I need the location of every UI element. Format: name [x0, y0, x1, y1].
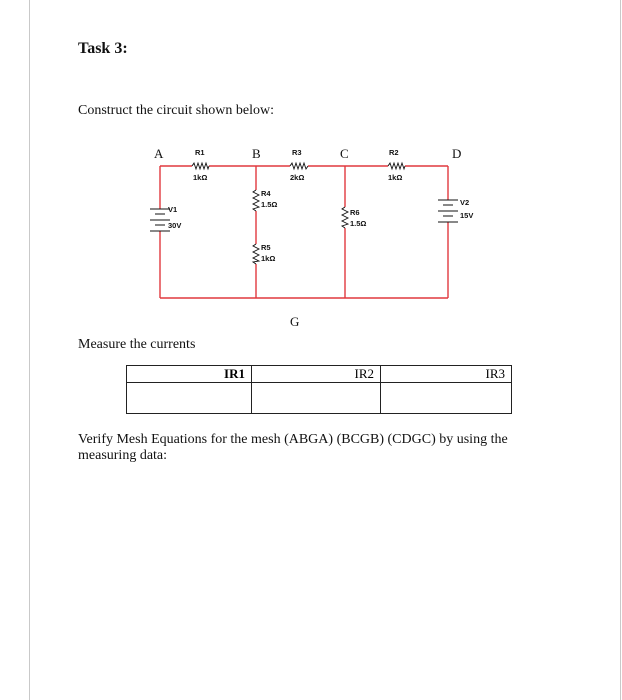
- node-b-label: B: [252, 146, 261, 161]
- table-header-row: [127, 366, 512, 383]
- r6-name: R6: [350, 208, 360, 217]
- r2-resistor: [388, 163, 405, 169]
- r1-name: R1: [195, 148, 205, 157]
- header-ir2: IR2: [252, 366, 381, 383]
- r2-name: R2: [389, 148, 399, 157]
- node-g-label: G: [290, 314, 300, 329]
- r3-resistor: [290, 163, 308, 169]
- r4-name: R4: [261, 189, 271, 198]
- cell-ir1[interactable]: [127, 383, 252, 414]
- cell-ir3[interactable]: [381, 383, 512, 414]
- r5-resistor: [253, 244, 259, 264]
- r1-value: 1kΩ: [193, 173, 208, 182]
- header-ir1: IR1: [127, 366, 252, 383]
- r6-resistor: [342, 207, 348, 228]
- r5-value: 1kΩ: [261, 254, 276, 263]
- measure-label: Measure the currents: [78, 337, 196, 352]
- instruction-text: Construct the circuit shown below:: [78, 103, 274, 118]
- r4-resistor: [253, 190, 259, 211]
- task-title: Task 3:: [78, 40, 128, 57]
- node-c-label: C: [340, 146, 349, 161]
- r5-name: R5: [261, 243, 271, 252]
- r6-value: 1.5Ω: [350, 219, 367, 228]
- r2-value: 1kΩ: [388, 173, 403, 182]
- r3-value: 2kΩ: [290, 173, 305, 182]
- v1-name: V1: [168, 205, 178, 214]
- v2-battery: [438, 200, 458, 222]
- v2-name: V2: [460, 198, 470, 207]
- v1-value: 30V: [168, 221, 182, 230]
- header-ir3: IR3: [381, 366, 512, 383]
- node-d-label: D: [452, 146, 462, 161]
- verify-text: Verify Mesh Equations for the mesh (ABGA) (BCGB) (CDGC) by using the measuring data:: [78, 432, 508, 463]
- node-a-label: A: [154, 146, 164, 161]
- r4-value: 1.5Ω: [261, 200, 278, 209]
- cell-ir2[interactable]: [252, 383, 381, 414]
- circuit-wires: [160, 166, 448, 298]
- v2-value: 15V: [460, 211, 474, 220]
- v1-battery: [150, 209, 170, 231]
- circuit-diagram: [0, 0, 622, 330]
- measurement-table: [126, 365, 512, 414]
- r1-resistor: [192, 163, 209, 169]
- r3-name: R3: [292, 148, 302, 157]
- table-row: [127, 383, 512, 414]
